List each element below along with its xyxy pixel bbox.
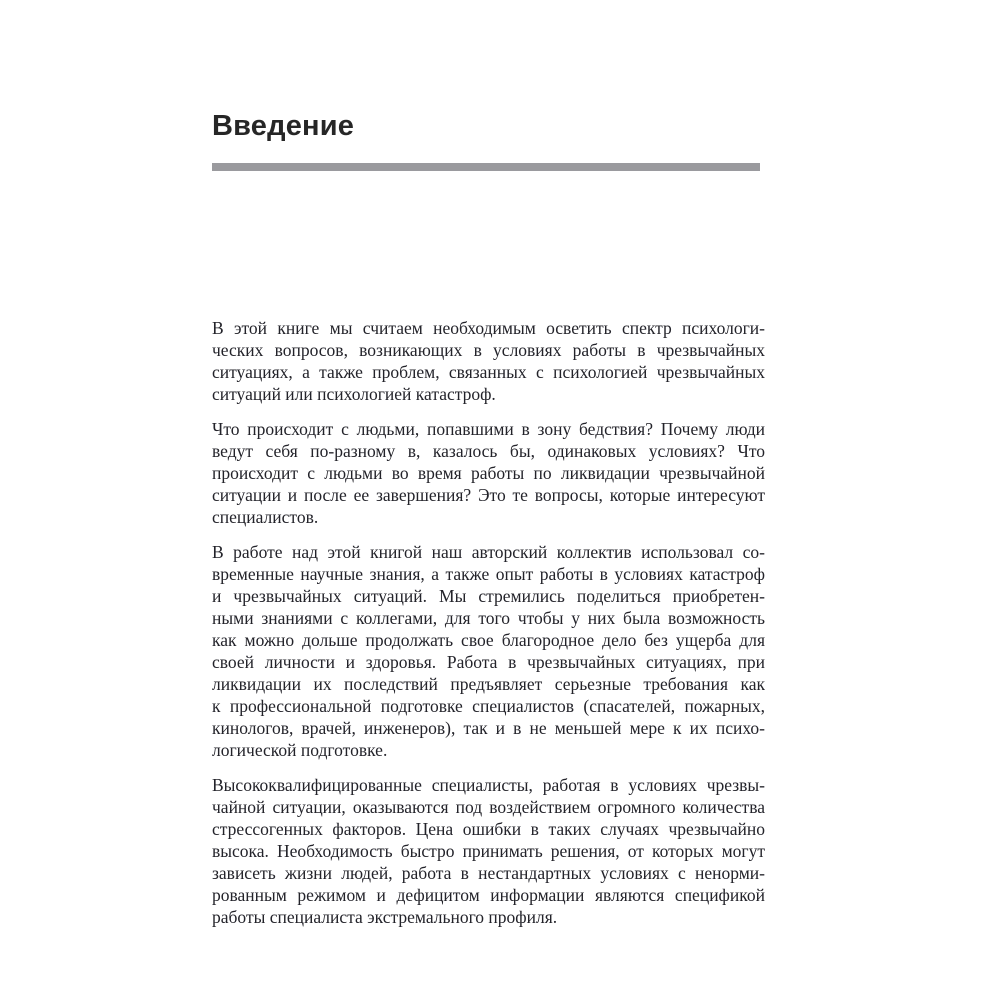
text-line: происходит с людьми во время работы по ликвидации чрезвычайной: [212, 463, 765, 483]
book-page: [212, 0, 765, 1000]
text-line: ситуаций или психологией катастроф.: [212, 384, 496, 404]
text-line: ческих вопросов, возникающих в условиях работы в чрезвычайных: [212, 340, 765, 360]
text-line: логической подготовке.: [212, 740, 388, 760]
text-line: В этой книге мы считаем необходимым осветить спектр психологи-: [212, 318, 765, 338]
text-line: к профессиональной подготовке специалистов (спасателей, пожарных,: [212, 696, 765, 716]
text-line: ситуации и после ее завершения? Это те вопросы, которые интересуют: [212, 485, 765, 505]
text-line: ситуациях, а также проблем, связанных с психологией чрезвычайных: [212, 362, 765, 382]
text-line: стрессогенных факторов. Цена ошибки в таких случаях чрезвычайно: [212, 819, 765, 839]
paragraph-specialists-stress: [212, 774, 765, 928]
text-line: высока. Необходимость быстро принимать решения, от которых могут: [212, 841, 765, 861]
paragraph-intro-scope: [212, 317, 765, 405]
paragraph-questions: [212, 418, 765, 528]
paragraph-authors-experience: [212, 541, 765, 761]
text-line: Что происходит с людьми, попавшими в зону бедствия? Почему люди: [212, 419, 765, 439]
text-line: кинологов, врачей, инженеров), так и в не меньшей мере к их психо-: [212, 718, 765, 738]
text-line: Высококвалифицированные специалисты, работая в условиях чрезвы-: [212, 775, 765, 795]
title-divider-rule: [212, 163, 760, 171]
text-line: специалистов.: [212, 507, 319, 527]
text-line: как можно дольше продолжать свое благородное дело без ущерба для: [212, 630, 765, 650]
text-line: и чрезвычайных ситуаций. Мы стремились поделиться приобретен-: [212, 586, 765, 606]
text-line: рованным режимом и дефицитом информации являются спецификой: [212, 885, 765, 905]
text-line: работы специалиста экстремального профиля.: [212, 907, 558, 927]
text-line: В работе над этой книгой наш авторский коллектив использовал со-: [212, 542, 765, 562]
page-title: Введение: [212, 110, 355, 142]
text-line: зависеть жизни людей, работа в нестандартных условиях с ненорми-: [212, 863, 765, 883]
text-line: ведут себя по-разному в, казалось бы, одинаковых условиях? Что: [212, 441, 765, 461]
text-line: ными знаниями с коллегами, для того чтобы у них была возможность: [212, 608, 765, 628]
body-text: [212, 317, 765, 941]
text-line: чайной ситуации, оказываются под воздействием огромного количества: [212, 797, 765, 817]
text-line: ликвидации их последствий предъявляет серьезные требования как: [212, 674, 765, 694]
text-line: временные научные знания, а также опыт работы в условиях катастроф: [212, 564, 765, 584]
text-line: своей личности и здоровья. Работа в чрезвычайных ситуациях, при: [212, 652, 765, 672]
